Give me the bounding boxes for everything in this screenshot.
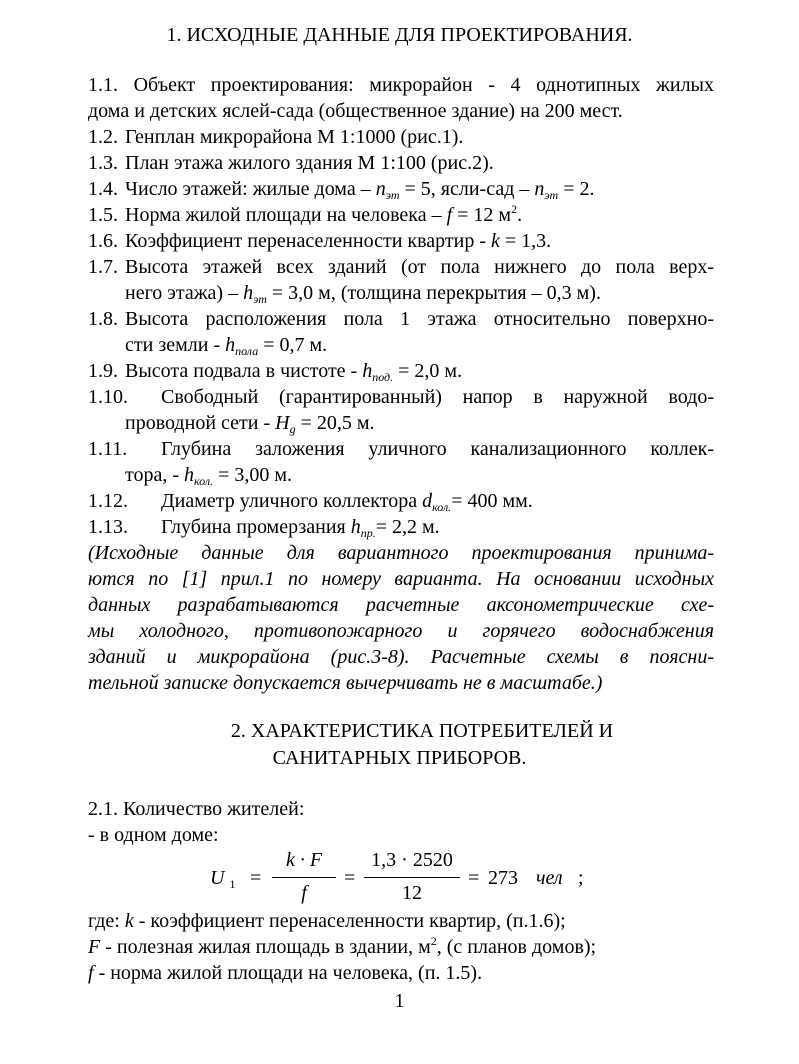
item-text: Свободный (гарантированный) напор в наружной водо- xyxy=(161,386,714,408)
section-2-title-line-2: САНИТАРНЫХ ПРИБОРОВ. xyxy=(272,747,527,769)
fraction-bar xyxy=(272,877,336,878)
note-line: данных разрабатываются расчетные аксонометрические схе- xyxy=(88,594,714,616)
item-text: Объект проектирования: микрорайон - 4 однотипных жилых xyxy=(133,74,714,96)
formula-equals: = xyxy=(468,867,480,889)
item-number: 1.10. xyxy=(88,386,128,408)
item-number: 1.13. xyxy=(88,516,128,538)
item-number: 1.11. xyxy=(88,438,128,460)
where-F: F - полезная жилая площадь в здании, $м^2$, (с планов домов); xyxy=(88,934,597,958)
item-text: Коэффициент перенаселенности квартир - k = 1,3. xyxy=(125,230,552,252)
item-number: 1.12. xyxy=(88,490,128,512)
item-number: 1.7. xyxy=(88,256,118,278)
item-number: 1.5. xyxy=(88,204,118,226)
formula-lhs: U $_1$ xyxy=(210,867,236,891)
fraction-bar xyxy=(364,877,460,878)
fraction-denominator: f xyxy=(301,882,307,904)
section-2-title-line-1: 2. ХАРАКТЕРИСТИКА ПОТРЕБИТЕЛЕЙ И xyxy=(230,720,614,742)
item-number: 1.4. xyxy=(88,178,118,200)
item-text: Норма жилой площади на человека – f = 12 $м^2$. xyxy=(125,202,523,226)
note-line: мы холодного, противопожарного и горячего водоснабжения xyxy=(88,620,714,642)
note-line: ются по [1] прил.1 по номеру варианта. На основании исходных xyxy=(88,568,714,590)
item-1-7-line-1 xyxy=(88,254,714,280)
formula-result: 273 xyxy=(488,867,518,889)
item-number: 1.3. xyxy=(88,152,118,174)
item-1-10-line-2: проводной сети - $H_g = 20,5$ м. xyxy=(125,412,375,436)
formula-equals: = xyxy=(344,867,356,889)
item-1-6 xyxy=(88,228,551,254)
item-text: Высота расположения пола 1 этажа относительно поверхно- xyxy=(125,308,714,330)
item-text: Диаметр уличного коллектора $d_{кол.}= 400$ мм. xyxy=(161,490,533,514)
formula-equals: = xyxy=(250,867,262,889)
item-1-1-line-2: дома и детских яслей-сада (общественное здание) на 200 мест. xyxy=(88,100,623,122)
item-text: План этажа жилого здания М 1:100 (рис.2). xyxy=(125,152,494,174)
formula-fraction-2 xyxy=(364,848,460,908)
item-text: Число этажей: жилые дома – $n_{эт} = 5$, ясли-сад – $n_{эт} = 2$. xyxy=(125,178,595,202)
item-1-2 xyxy=(88,124,463,150)
item-1-7-line-2: него этажа) – $h_{эт} = 3,0$ м, (толщина перекрытия – 0,3 м). xyxy=(125,282,601,306)
item-number: 1.2. xyxy=(88,126,118,148)
item-1-11-line-1 xyxy=(88,436,714,462)
formula-end: ; xyxy=(578,867,584,889)
item-1-1-line-1 xyxy=(88,72,714,98)
item-1-13 xyxy=(88,514,440,540)
page-number: 1 xyxy=(394,990,405,1012)
item-1-3 xyxy=(88,150,494,176)
item-text: Высота этажей всех зданий (от пола нижнего до пола верх- xyxy=(125,256,714,278)
item-1-9 xyxy=(88,358,462,384)
fraction-numerator: 1,3 · 2520 xyxy=(371,849,453,871)
note-line: зданий и микрорайона (рис.3-8). Расчетные схемы в поясни- xyxy=(88,646,714,668)
item-1-12 xyxy=(88,488,533,514)
formula-fraction-1 xyxy=(272,848,336,908)
fraction-numerator: k · F xyxy=(285,849,323,871)
item-1-5 xyxy=(88,202,522,228)
fraction-denominator: 12 xyxy=(402,882,422,904)
item-1-11-line-2: тора, - $h_{кол.} = 3,00$ м. xyxy=(125,464,293,488)
item-2-1-sub: - в одном доме: xyxy=(88,824,219,846)
item-1-10-line-1 xyxy=(88,384,714,410)
item-text: Глубина промерзания $h_{пр.}= 2,2$ м. xyxy=(161,516,440,540)
where-k: где: k - коэффициент перенаселенности квартир, (п.1.6); xyxy=(88,910,566,932)
section-1-title: 1. ИСХОДНЫЕ ДАННЫЕ ДЛЯ ПРОЕКТИРОВАНИЯ. xyxy=(166,24,633,46)
formula-unit: чел xyxy=(536,867,563,889)
item-number: 1.9. xyxy=(88,360,118,382)
note-line: тельной записке допускается вычерчивать не в масштабе.) xyxy=(88,672,603,694)
note-line: (Исходные данные для вариантного проектирования принима- xyxy=(88,542,714,564)
item-text: Глубина заложения уличного канализационного коллек- xyxy=(161,438,714,460)
where-f: f - норма жилой площади на человека, (п. 1.5). xyxy=(88,962,483,984)
item-number: 1.6. xyxy=(88,230,118,252)
item-1-4 xyxy=(88,176,594,202)
item-2-1: 2.1. Количество жителей: xyxy=(88,798,305,820)
item-1-8-line-2: сти земли - $h_{пола} = 0,7$ м. xyxy=(125,334,328,358)
item-text: Генплан микрорайона М 1:1000 (рис.1). xyxy=(125,126,464,148)
item-number: 1.1. xyxy=(88,74,118,96)
item-1-8-line-1 xyxy=(88,306,714,332)
formula-residents xyxy=(210,848,610,910)
item-number: 1.8. xyxy=(88,308,118,330)
item-text: Высота подвала в чистоте - $h_{под.} = 2,0$ м. xyxy=(125,360,463,384)
